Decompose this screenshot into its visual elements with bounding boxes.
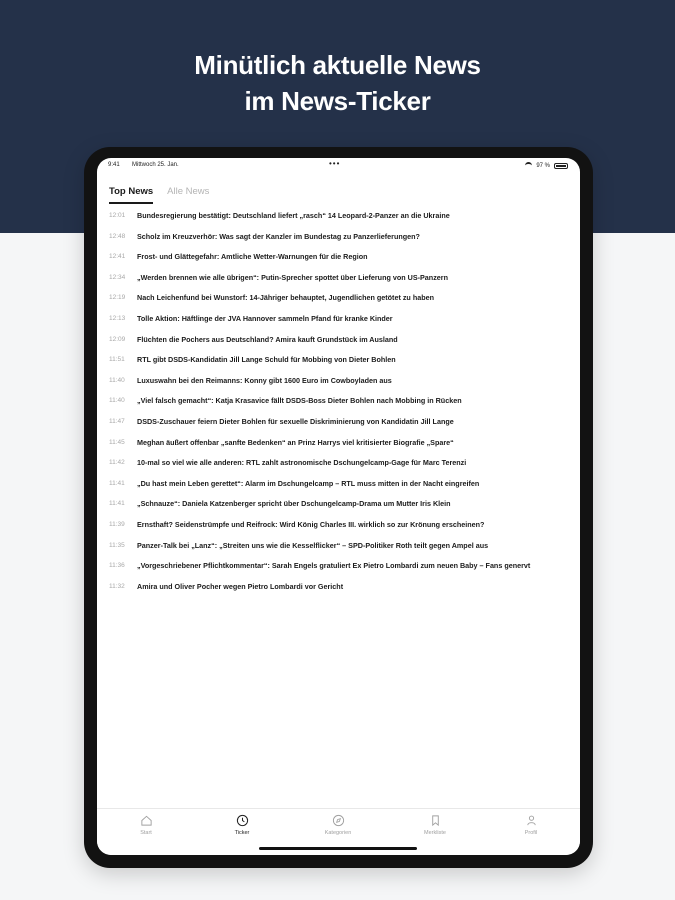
news-headline: Flüchten die Pochers aus Deutschland? Amira kauft Grundstück im Ausland (137, 334, 398, 344)
news-time: 11:40 (109, 397, 125, 405)
news-tabs (109, 186, 209, 204)
news-item[interactable] (109, 412, 569, 433)
nav-label-kategorien: Kategorien (324, 830, 352, 836)
promo-headline (0, 47, 675, 119)
home-icon (140, 814, 153, 827)
news-headline: Luxuswahn bei den Reimanns: Konny gibt 1600 Euro im Cowboyladen aus (137, 375, 392, 385)
news-headline: Ernsthaft? Seidenstrümpfe und Reifrock: Wird König Charles III. wirklich so zur Krönung erscheinen? (137, 519, 485, 529)
news-item[interactable] (109, 556, 569, 577)
news-item[interactable] (109, 330, 569, 351)
news-item[interactable] (109, 227, 569, 248)
news-headline: Nach Leichenfund bei Wunstorf: 14-Jähriger behauptet, Jugendlichen getötet zu haben (137, 293, 434, 303)
news-time: 12:13 (109, 314, 126, 322)
news-item[interactable] (109, 371, 569, 392)
news-headline: Meghan äußert offenbar „sanfte Bedenken“ an Prinz Harrys viel kritisierter Biografie „Spare“ (137, 437, 454, 447)
nav-item-merkliste[interactable] (405, 814, 465, 836)
news-headline: 10-mal so viel wie alle anderen: RTL zahlt astronomische Dschungelcamp-Gage für Marc Terenzi (137, 458, 467, 468)
news-headline: „Du hast mein Leben gerettet“: Alarm im Dschungelcamp – RTL muss mitten in der Nacht eingreifen (137, 478, 480, 488)
news-time: 12:01 (109, 212, 126, 219)
nav-label-start: Start (140, 830, 152, 836)
tab-top-news[interactable]: Top News (109, 186, 153, 204)
bottom-navigation (97, 808, 580, 855)
news-time: 12:41 (109, 253, 126, 261)
clock-icon (236, 814, 249, 827)
news-time: 11:32 (109, 582, 125, 590)
news-time: 12:19 (109, 294, 126, 302)
status-date: Mittwoch 25. Jan. (132, 162, 179, 168)
status-bar (97, 158, 580, 172)
news-item[interactable] (109, 206, 569, 227)
news-time: 12:34 (109, 273, 126, 281)
multitask-dots[interactable]: ••• (329, 159, 341, 168)
news-time: 11:41 (109, 479, 125, 487)
news-time: 12:09 (109, 335, 126, 343)
news-item[interactable] (109, 391, 569, 412)
nav-item-start[interactable] (116, 814, 176, 836)
news-headline: Frost- und Glättegefahr: Amtliche Wetter-Warnungen für die Region (137, 252, 368, 262)
news-item[interactable] (109, 309, 569, 330)
news-item[interactable] (109, 577, 569, 598)
news-headline: „Werden brennen wie alle übrigen“: Putin-Sprecher spottet über Lieferung von US-Panzern (137, 272, 448, 282)
bookmark-icon (429, 814, 442, 827)
news-item[interactable] (109, 453, 569, 474)
nav-label-ticker: Ticker (234, 830, 250, 836)
news-headline: Amira und Oliver Pocher wegen Pietro Lombardi vor Gericht (137, 581, 344, 591)
news-item[interactable] (109, 247, 569, 268)
tab-alle-news[interactable]: Alle News (167, 186, 210, 197)
nav-item-ticker[interactable] (212, 814, 272, 836)
status-time: 9:41 (108, 162, 120, 168)
news-headline: „Vorgeschriebener Pflichtkommentar“: Sarah Engels gratuliert Ex Pietro Lombardi zum neuen Baby – Fans genervt (137, 561, 531, 571)
nav-item-profil[interactable] (501, 814, 561, 836)
wifi-icon (525, 162, 532, 169)
news-item[interactable] (109, 350, 569, 371)
home-indicator[interactable] (259, 847, 417, 850)
nav-item-kategorien[interactable] (308, 814, 368, 836)
compass-icon (332, 814, 345, 827)
tablet-frame (84, 147, 593, 868)
news-item[interactable] (109, 515, 569, 536)
news-item[interactable] (109, 494, 569, 515)
news-headline: Bundesregierung bestätigt: Deutschland liefert „rasch“ 14 Leopard-2-Panzer an die Ukraine (137, 211, 450, 220)
news-headline: Tolle Aktion: Häftlinge der JVA Hannover sammeln Pfand für kranke Kinder (137, 313, 393, 323)
news-item[interactable] (109, 288, 569, 309)
nav-label-merkliste: Merkliste (423, 830, 446, 836)
news-headline: Scholz im Kreuzverhör: Was sagt der Kanzler im Bundestag zu Panzerlieferungen? (137, 231, 420, 241)
nav-label-profil: Profil (524, 830, 538, 836)
battery-icon (554, 163, 568, 169)
news-time: 11:51 (109, 356, 125, 364)
news-time: 11:36 (109, 562, 125, 570)
news-headline: DSDS-Zuschauer feiern Dieter Bohlen für sexuelle Diskriminierung von Kandidatin Jill Lange (137, 416, 454, 426)
status-indicators (525, 162, 568, 169)
headline-line-1: Minütlich aktuelle News (194, 50, 481, 80)
news-time: 11:41 (109, 500, 125, 508)
news-item[interactable] (109, 536, 569, 557)
person-icon (525, 814, 538, 827)
news-headline: Panzer-Talk bei „Lanz“: „Streiten uns wie die Kesselflicker“ – SPD-Politiker Roth teilt gegen Ampel aus (137, 540, 489, 550)
news-time: 11:42 (109, 459, 125, 467)
headline-line-2: im News-Ticker (244, 86, 431, 116)
news-headline: „Schnauze“: Daniela Katzenberger spricht über Dschungelcamp-Drama um Mutter Iris Klein (137, 499, 451, 509)
news-headline: RTL gibt DSDS-Kandidatin Jill Lange Schuld für Mobbing von Dieter Bohlen (137, 355, 396, 365)
tablet-screen (97, 158, 580, 855)
battery-percent: 97 % (536, 162, 550, 169)
news-time: 12:48 (109, 232, 126, 240)
news-item[interactable] (109, 433, 569, 454)
news-ticker-list (109, 206, 569, 597)
news-item[interactable] (109, 268, 569, 289)
news-time: 11:39 (109, 520, 125, 528)
news-time: 11:47 (109, 417, 125, 425)
news-time: 11:35 (109, 541, 125, 549)
news-time: 11:40 (109, 376, 125, 384)
news-headline: „Viel falsch gemacht“: Katja Krasavice fällt DSDS-Boss Dieter Bohlen nach Mobbing in Rücken (137, 396, 462, 406)
news-time: 11:45 (109, 438, 125, 446)
news-item[interactable] (109, 474, 569, 495)
